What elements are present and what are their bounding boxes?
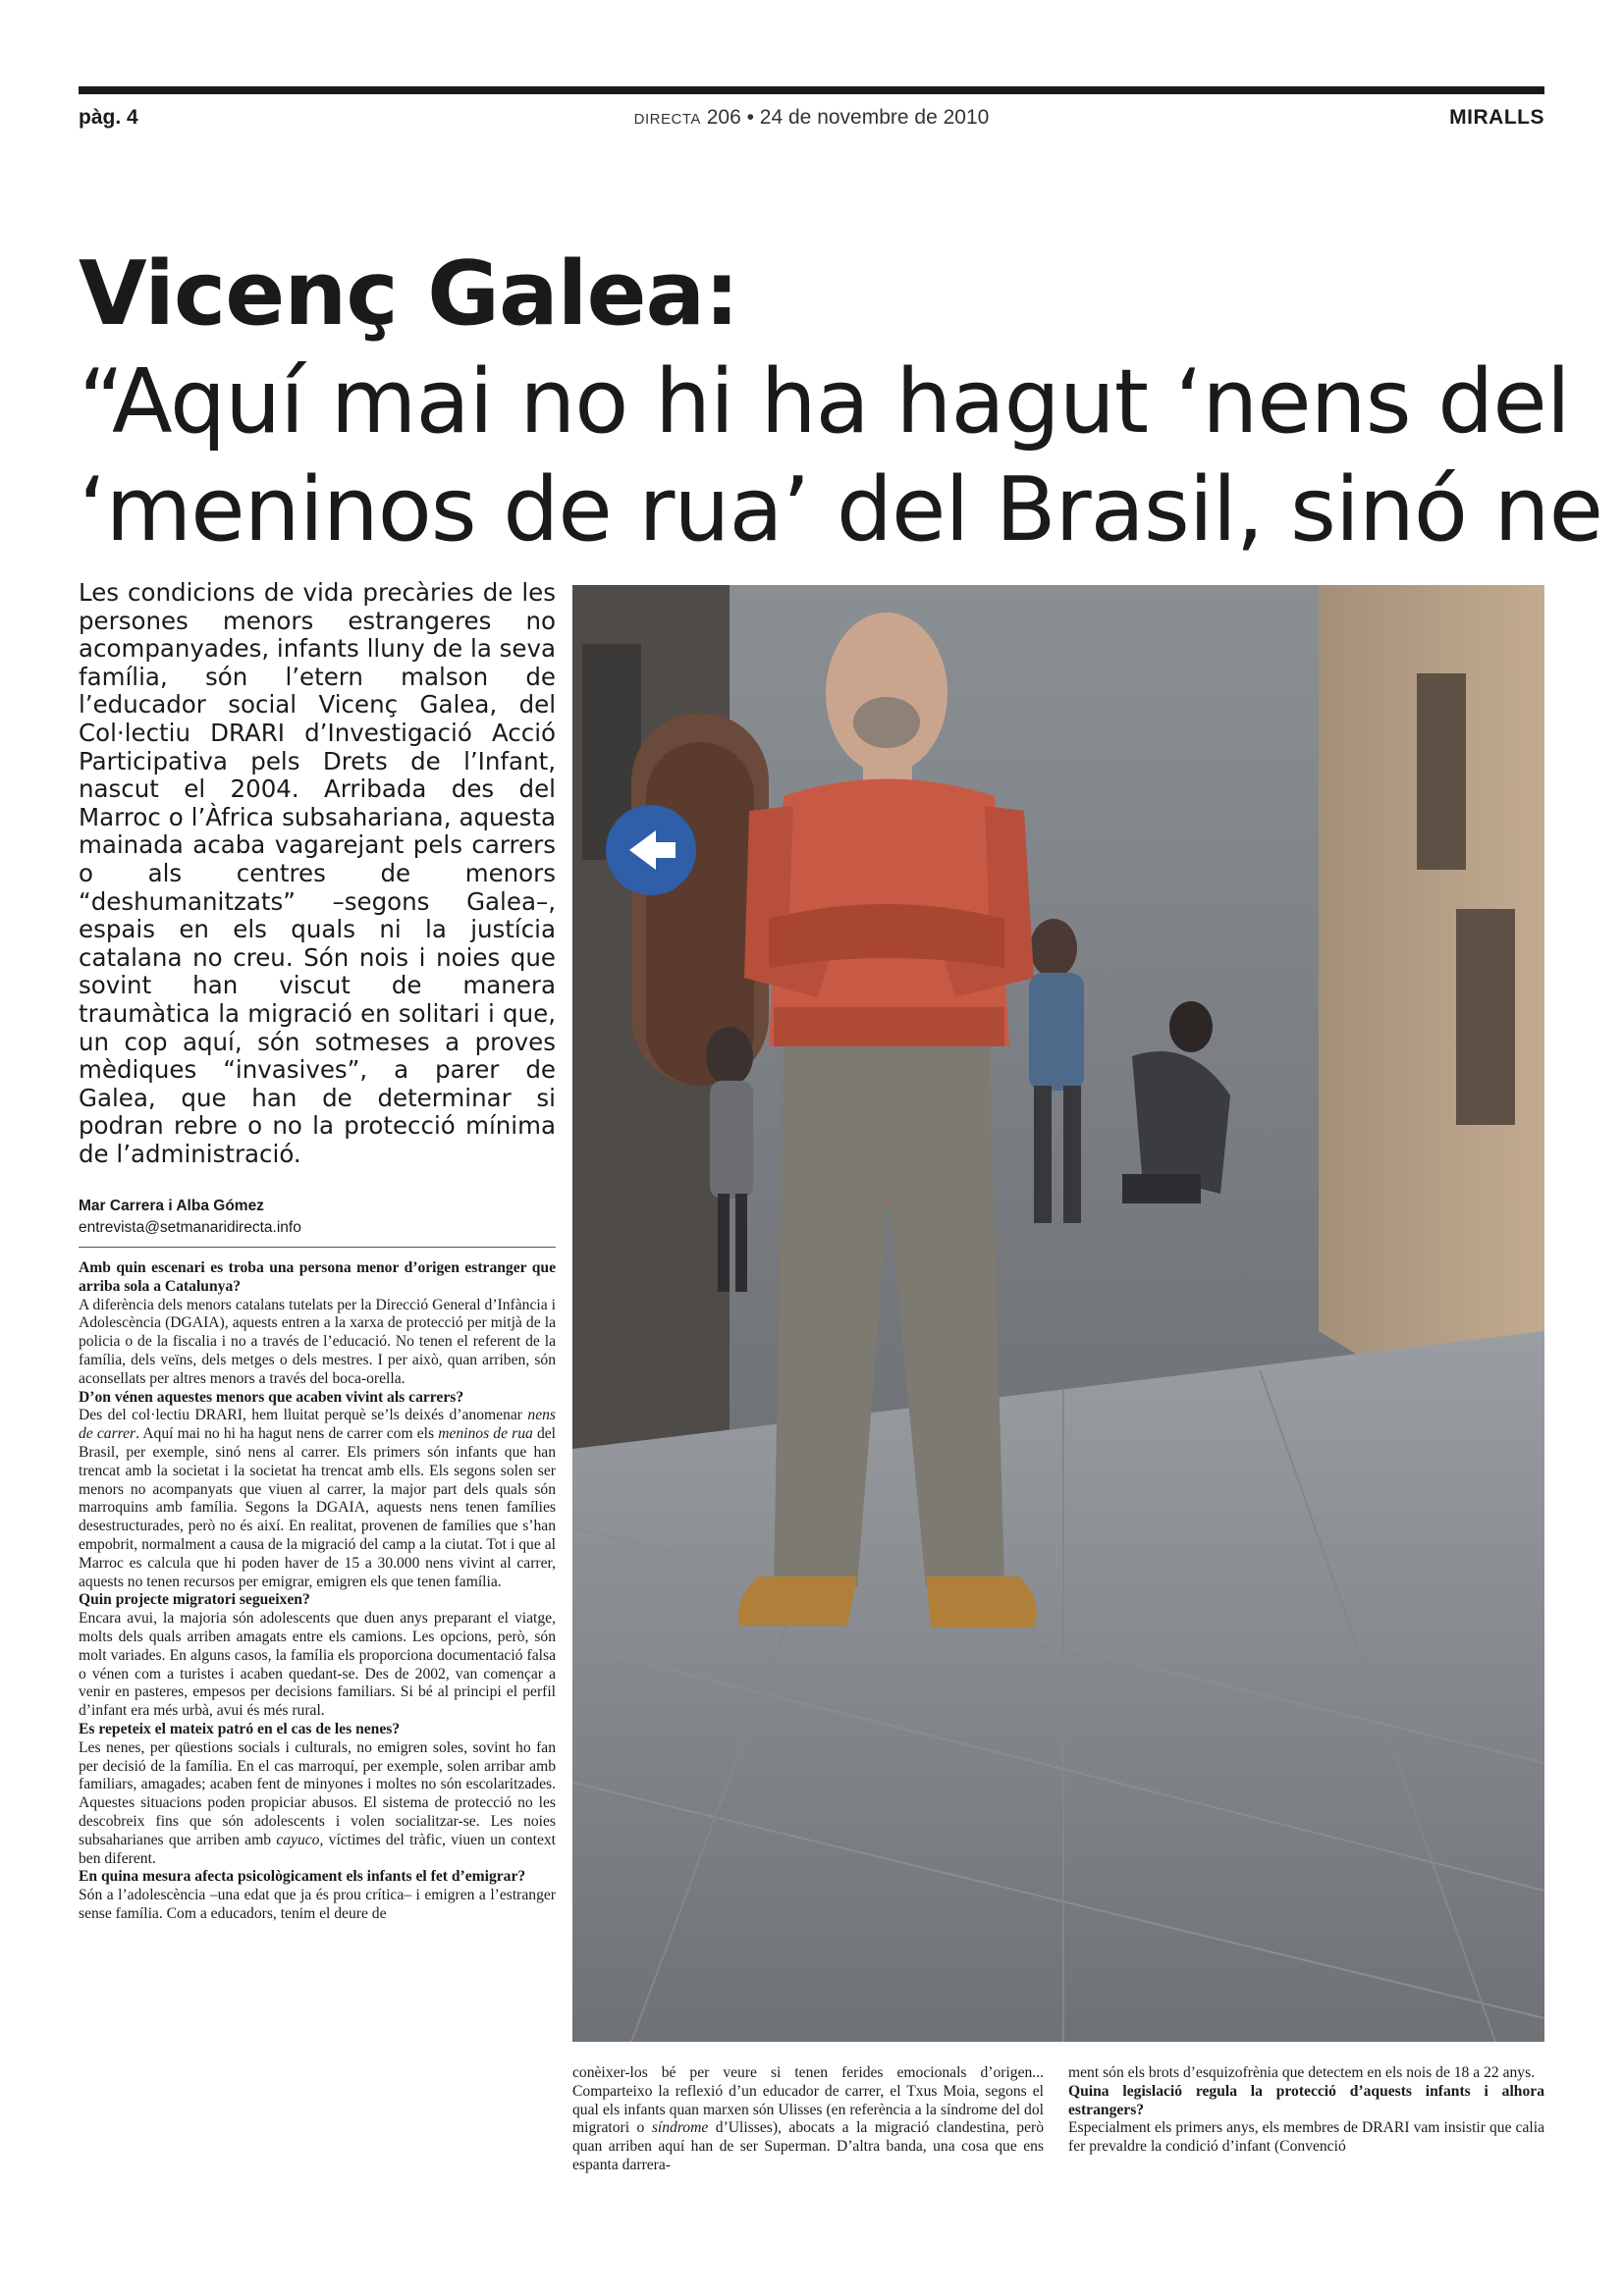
section-name: MIRALLS xyxy=(1449,106,1544,129)
headline xyxy=(79,240,1623,564)
article-column-2 xyxy=(572,2064,1044,2175)
publication-name: DIRECTA xyxy=(633,111,701,128)
answer: A diferència dels menors catalans tutelats per la Direcció General d’Infància i Adolescència (DGAIA), aquests entren a la xarxa de protecció per mitjà de la policia o de la fiscalia i no a través de l’educació. No tenen el referent de la família, dels veïns, dels metges o dels mestres. I per això, quan arriben, són aconsellats per altres menors a través del boca-orella. xyxy=(79,1296,556,1387)
answer: Especialment els primers anys, els membres de DRARI vam insistir que calia fer prevaldre la condició d’infant (Convenció xyxy=(1068,2119,1544,2156)
issue-date: 206 • 24 de novembre de 2010 xyxy=(706,106,990,129)
answer-text: Des del col·lectiu DRARI, hem lluitat perquè se’ls deixés d’anomenar xyxy=(79,1407,528,1424)
article-column-1 xyxy=(79,1259,556,1924)
answer-italic: síndrome xyxy=(651,2119,709,2137)
answer-italic: cayuco xyxy=(276,1831,320,1848)
question: D’on vénen aquestes menors que acaben vivint als carrers? xyxy=(79,1388,464,1406)
answer: ment són els brots d’esquizofrènia que detectem en els nois de 18 a 22 anys. xyxy=(1068,2064,1536,2081)
page-header xyxy=(79,102,1544,135)
headline-name: Vicenç Galea: xyxy=(79,242,739,346)
byline xyxy=(79,1196,556,1239)
answer xyxy=(79,1739,556,1869)
answer: Són a l’adolescència –una edat que ja és prou crítica– i emigren a l’estranger sense família. Com a educadors, tenim el deure de xyxy=(79,1887,556,1922)
headline-quote-line2: ‘meninos de rua’ del Brasil, sinó ne xyxy=(79,458,1602,561)
head xyxy=(826,613,947,774)
portrait-photo-drawing xyxy=(572,585,1544,2042)
answer-italic: nens de carrer xyxy=(79,1407,556,1443)
portrait-photo xyxy=(572,585,1544,2042)
lead-paragraph: Les condicions de vida precàries de les persones menors estrangeres no acompanyades, infants lluny de la seva família, són l’etern malson de l’educador social Vicenç Galea, del Col·lectiu DRARI d’Investigació Acció Participativa pels Drets de l’Infant, nascut el 2004. Arribada des del Marroc o l’Àfrica subsahariana, aquesta mainada acaba vagarejant pels carrers o als centres de menors “deshumanitzats” –segons Galea–, espais en els quals ni la justícia catalana no creu. Són nois i noies que sovint han viscut de manera traumàtica la migració en solitari i que, un cop aquí, són sotmeses a proves mèdiques “invasives”, a parer de Galea, que han de determinar si podran rebre o no la protecció mínima de l’administració. xyxy=(79,578,556,1168)
question: Quina legislació regula la protecció d’aquests infants i alhora estrangers? xyxy=(1068,2082,1544,2118)
question: Es repeteix el mateix patró en el cas de les nenes? xyxy=(79,1720,401,1737)
answer-text: . Aquí mai no hi ha hagut nens de carrer com els xyxy=(135,1425,439,1443)
answer-text: del Brasil, per exemple, sinó nens al carrer. Els primers són infants que han trencat amb la societat i la societat ha trencat amb ells. Els segons solen ser menors no acompanyats que viuen al carrer, la major part dels quals són marroquins amb família. Segons la DGAIA, aquests nens tenen famílies desestructurades, però no és així. En realitat, provenen de famílies que s’han empobrit, normalment a causa de la migració del camp a la ciutat. Tot i que al Marroc es calcula que hi poden haver de 15 a 30.000 nens vivint al carrer, aquests no tenen recursos per emigrar, emigren els que tenen família. xyxy=(79,1425,557,1590)
answer: Encara avui, la majoria són adolescents que duen anys preparant el viatge, molts dels quals arriben amagats entre els camions. Les opcions, però, són molt variades. En alguns casos, la família els proporciona documentació falsa o vénen com a turistes i acaben quedant-se. Des de 2002, van començar a venir en pasteres, empesos per decisions familiars. Si bé al principi el perfil d’infant era més urbà, avui és més rural. xyxy=(79,1610,556,1720)
top-rule xyxy=(79,86,1544,94)
answer-text: Les nenes, per qüestions socials i culturals, no emigren soles, sovint ho fan per decisió de la família. En el cas marroquí, per exemple, solen arribar amb familiars, amagades; acaben fent de minyones i moltes no són escolaritzades. Aquestes situacions poden propiciar abusos. El sistema de protecció no les descobreix fins que són adolescents i volen socialitzar-se. Les noies subsaharianes que arriben amb xyxy=(79,1738,556,1848)
answer xyxy=(79,1407,556,1591)
byline-authors: Mar Carrera i Alba Gómez xyxy=(79,1198,264,1214)
page-number: pàg. 4 xyxy=(79,106,138,129)
answer-text: conèixer-los bé per veure si tenen ferides emocionals d’origen... Comparteixo la reflexió d’un educador de carrer, el Txus Moia, segons el qual els infants quan marxen són Ulisses (en referència a la síndrome del dol migratori o xyxy=(572,2064,1044,2137)
headline-quote-line1: “Aquí mai no hi ha hagut ‘nens del xyxy=(79,350,1570,454)
answer-italic: meninos de rua xyxy=(438,1425,533,1443)
byline-email: entrevista@setmanaridirecta.info xyxy=(79,1219,301,1236)
publication-info xyxy=(79,106,1544,130)
question: En quina mesura afecta psicològicament els infants el fet d’emigrar? xyxy=(79,1868,526,1886)
article-column-3 xyxy=(1068,2064,1544,2157)
answer xyxy=(572,2064,1044,2175)
answer-text: , víctimes del tràfic, viuen un context ben diferent. xyxy=(79,1831,556,1867)
byline-divider xyxy=(79,1247,556,1248)
question: Quin projecte migratori segueixen? xyxy=(79,1591,310,1609)
answer-text: d’Ulisses), abocats a la migració clandestina, però quan arriben aquí han de ser Superman. D’altra banda, una cosa que ens espanta darrera- xyxy=(572,2119,1045,2173)
question: Amb quin escenari es troba una persona menor d’origen estranger que arriba sola a Catalunya? xyxy=(79,1259,556,1295)
